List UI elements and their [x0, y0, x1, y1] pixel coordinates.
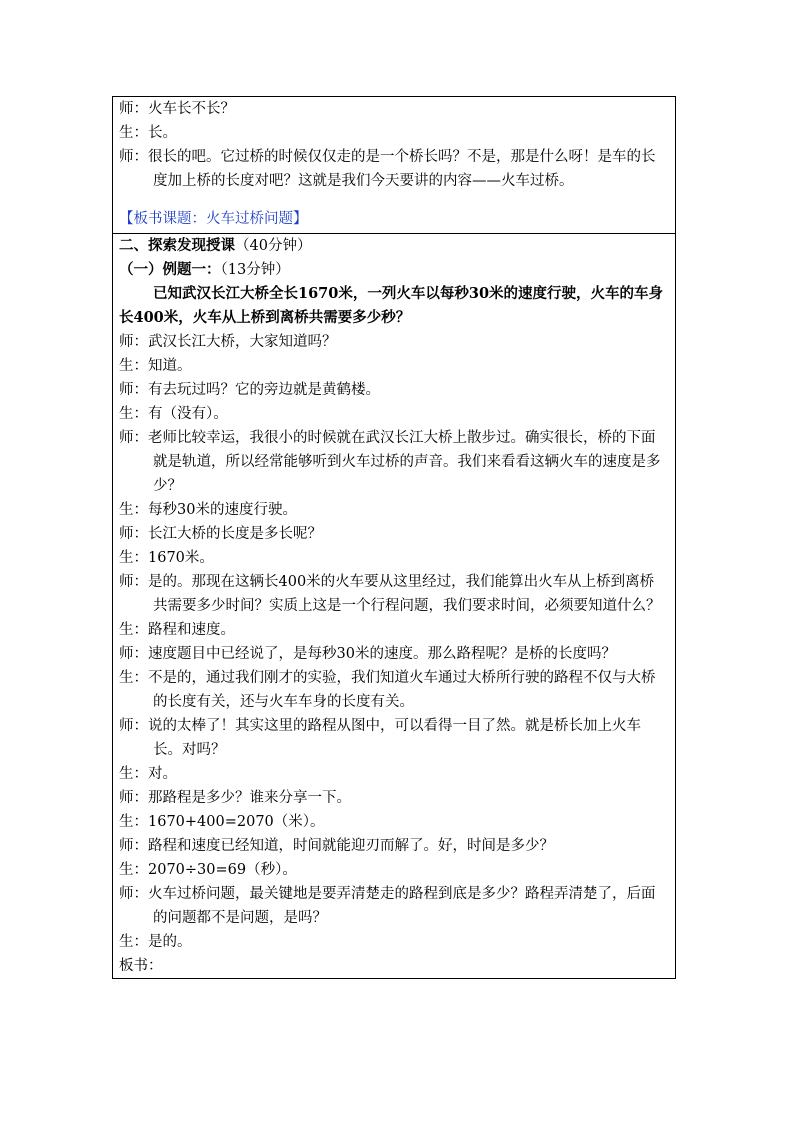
dialog-line: 生：2070÷30=69（秒）。 — [119, 862, 297, 878]
dialog-line: 师：武汉长江大桥，大家知道吗？ — [119, 334, 337, 350]
dialog-line: 生：路程和速度。 — [119, 622, 235, 638]
dialog-line: 生：有（没有）。 — [119, 406, 228, 422]
example-time: （13分钟） — [220, 262, 290, 278]
example-problem: 已知武汉长江大桥全长1670米，一列火车以每秒30米的速度行驶，火车的车身长400米，火车从上桥到离桥共需要多少秒？ — [119, 285, 664, 326]
dialog-line: 生：1670+400=2070（米）。 — [119, 814, 325, 830]
dialog-paragraph: 生：不是的，通过我们刚才的实验，我们知道火车通过大桥所行驶的路程不仅与大桥的长度有关，还与火车车身的长度有关。 — [119, 670, 656, 710]
dialog-line: 师：路程和速度已经知道，时间就能迎刃而解了。好，时间是多少？ — [119, 838, 554, 854]
section-time: （40分钟） — [235, 238, 312, 254]
section-title: 二、探索发现授课 — [119, 237, 235, 254]
dialog-line: 师：火车长不长？ — [119, 101, 235, 117]
board-title: 【板书课题：火车过桥问题】 — [119, 211, 308, 227]
dialog-line: 生：是的。 — [119, 934, 192, 950]
dialog-line: 生：知道。 — [119, 358, 192, 374]
dialog-line: 师：有去玩过吗？它的旁边就是黄鹤楼。 — [119, 382, 380, 398]
table-cell-intro — [113, 97, 675, 234]
lesson-table — [112, 96, 676, 979]
dialog-paragraph: 师：速度题目中已经说了，是每秒30米的速度。那么路程呢？是桥的长度吗？ — [119, 646, 616, 662]
table-cell-exploration — [113, 234, 675, 978]
dialog-paragraph: 师：说的太棒了！其实这里的路程从图中，可以看得一目了然。就是桥长加上火车长。对吗？ — [119, 718, 641, 758]
dialog-paragraph: 师：很长的吧。它过桥的时候仅仅走的是一个桥长吗？不是，那是什么呀！是车的长度加上桥的长度对吧？这就是我们今天要讲的内容——火车过桥。 — [119, 149, 656, 189]
dialog-line: 生：长。 — [119, 125, 177, 141]
board-label: 板书： — [119, 958, 163, 974]
dialog-line: 师：那路程是多少？谁来分享一下。 — [119, 790, 351, 806]
section-heading — [119, 234, 667, 258]
dialog-line: 生：1670米。 — [119, 550, 214, 566]
example-title: （一）例题一： — [119, 261, 221, 278]
dialog-paragraph: 师：是的。那现在这辆长400米的火车要从这里经过，我们能算出火车从上桥到离桥共需要多少时间？实质上这是一个行程问题，我们要求时间，必须要知道什么？ — [119, 574, 661, 614]
dialog-paragraph: 师：老师比较幸运，我很小的时候就在武汉长江大桥上散步过。确实很长，桥的下面就是轨道，所以经常能够听到火车过桥的声音。我们来看看这辆火车的速度是多少？ — [119, 430, 661, 494]
dialog-line: 师：长江大桥的长度是多长呢？ — [119, 526, 322, 542]
dialog-line: 生：每秒30米的速度行驶。 — [119, 502, 297, 518]
example-heading — [119, 258, 667, 282]
dialog-line: 生：对。 — [119, 766, 177, 782]
blank-line — [119, 193, 667, 207]
dialog-paragraph: 师：火车过桥问题，最关键地是要弄清楚走的路程到底是多少？路程弄清楚了，后面的问题都不是问题，是吗？ — [119, 886, 656, 926]
